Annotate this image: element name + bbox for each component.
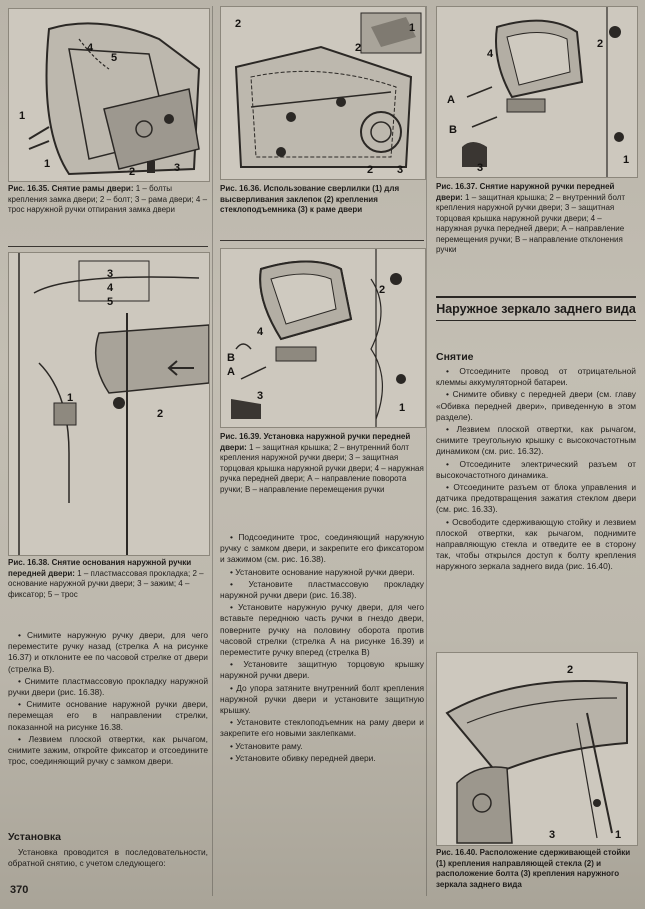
callout-5: 5 [111,52,118,64]
step: • Лезвием плоской отвертки, как рычагом, снимите зажим, откройте фиксатор и отсоедините трос, соединяющий ручку с замком двери. [8,733,208,767]
section-title-mirror: Наружное зеркало заднего вида [436,296,636,321]
callout-4: 4 [257,326,264,338]
caption-16-35: Рис. 16.35. Снятие рамы двери: 1 – болты крепления замка двери; 2 – болт; 3 – рама двери; 4 – трос наружной ручки отпирания замка двери [8,184,208,214]
divider [8,246,208,247]
callout-4: 4 [487,48,494,60]
step: • Установите основание наружной ручки двери. [230,566,415,577]
step: • Снимите наружную ручку двери, для чего переместите ручку назад (стрелка А на рисунке 16.37) и отклоните ее по часовой стрелке от двери (стрелка В). [8,630,208,674]
callout-3: 3 [257,390,264,402]
callout-3: 3 [397,164,404,176]
page-number: 370 [10,884,29,896]
divider [220,240,424,241]
callout-1b: 1 [44,158,51,170]
figure-16-35 [8,8,210,182]
figure-16-39 [220,248,426,428]
step: • Подсоедините трос, соединяющий наружную ручку с замком двери, и закрепите его фиксатором и зажимом (см. рис. 16.38). [220,532,424,565]
column-right [430,0,645,909]
column-left [0,0,212,909]
figure-16-38 [8,252,210,556]
step: • Установите пластмассовую прокладку наружной ручки двери (рис. 16.38). [220,578,424,601]
caption-16-37: Рис. 16.37. Снятие наружной ручки передней двери: 1 – защитная крышка; 2 – внутренний болт крепления наружной ручки двери; 3 – защитная торцовая крышка наружной ручки двери; 4 – наружная ручка передней двери; А – направление перемещения ручки; В – направление отклонения ручки [436,182,626,254]
callout-3: 3 [549,829,556,841]
caption-16-38: Рис. 16.38. Снятие основания наружной ручки передней двери: 1 – пластмассовая прокладка; 2 – основание наружной ручки двери; 3 – зажим; 4 – фиксатор; 5 – трос [8,558,204,599]
step: • Лезвием плоской отвертки, как рычагом, снимите треугольную крышку с высокочастотным динамиком (см. рис. 16.32). [436,424,636,457]
step: • Установите раму. [230,740,303,751]
callout-1: 1 [67,392,74,404]
mirror-removal-steps [436,366,636,574]
step: • Установите защитную торцовую крышку наружной ручки двери. [220,659,424,681]
callout-2: 2 [379,284,386,296]
window-regulator-illustration [221,7,425,179]
handle-removal-illustration [437,7,637,177]
handle-base-illustration [9,253,209,555]
callout-1: 1 [19,110,26,122]
callout-2b: 2 [355,42,362,54]
callout-1: 1 [623,154,630,166]
installation-intro: Установка проводится в последовательности, обратной снятию, с учетом следующего: [8,847,208,869]
handle-install-illustration [221,249,425,427]
callout-2: 2 [567,664,574,676]
installation-steps [220,532,424,765]
caption-16-40: Рис. 16.40. Расположение сдерживающей стойки (1) крепления направляющей стекла (2) и расположение болта (3) крепления наружного зеркала заднего вида [436,848,631,889]
label-A: A [227,366,235,378]
callout-2: 2 [157,408,164,420]
door-frame-illustration [9,9,209,181]
callout-1: 1 [409,22,416,34]
callout-4: 4 [107,282,114,294]
step: • Освободите сдерживающую стойку и лезвием плоской отвертки, как рычагом, поднимите направляющую стекла и отведите ее в сторону так, чтобы открылся доступ к болту крепления наружного зеркала заднего вида (рис. 16.40). [436,516,636,572]
label-B: B [227,352,235,364]
column-gutter [212,6,213,896]
callout-5: 5 [107,296,114,308]
callout-2: 2 [597,38,604,50]
figure-16-40 [436,652,638,846]
step: • Снимите пластмассовую прокладку наружной ручки двери (рис. 16.38). [8,675,208,698]
removal-steps-continued [8,630,208,768]
step: • Снимите обивку с передней двери (см. главу «Обивка передней двери», приведенную в этом разделе). [436,389,636,422]
callout-4: 4 [87,42,94,54]
label-B: B [449,124,457,136]
column-middle [214,0,424,909]
section-heading-installation: Установка [8,831,61,843]
section-heading-removal: Снятие [436,351,474,363]
callout-2: 2 [129,166,136,178]
step: • Отсоедините электрический разъем от высокочастотного динамика. [436,458,636,480]
callout-3: 3 [477,162,484,174]
step: • До упора затяните внутренний болт крепления наружной ручки двери и установите защитную крышку. [220,682,424,716]
step: • Установите наружную ручку двери, для чего вставьте переднюю часть ручки в гнездо двери, поверните ручку на половину оборота против часовой стрелки (стрелка А на рисунке 16.39) и переместите ручку вперед (стрелка В) [220,602,424,658]
callout-2c: 2 [367,164,374,176]
column-gutter [426,6,427,896]
mirror-mount-illustration [437,653,637,845]
callout-3: 3 [174,162,181,174]
callout-1: 1 [399,402,406,414]
caption-16-39: Рис. 16.39. Установка наружной ручки передней двери: 1 – защитная крышка; 2 – внутренний болт крепления наружной ручки двери; 3 – защитная торцовая крышка наружной ручки двери; 4 – наружная ручка передней двери; А – направление поворота ручки; В – направление перемещения ручки [220,432,424,494]
caption-16-36: Рис. 16.36. Использование сверлилки (1) для высверливания заклепок (2) крепления стеклоподъемника (3) к раме двери [220,184,400,214]
step: • Отсоедините провод от отрицательной клеммы аккумуляторной батареи. [436,366,636,388]
callout-1: 1 [615,829,622,841]
label-A: A [447,94,455,106]
callout-3: 3 [107,268,114,280]
step: • Отсоедините разъем от блока управления и датчика предотвращения зажатия стеклом двери (см. рис. 16.33). [436,482,636,515]
figure-16-36 [220,6,426,180]
step: • Установите обивку передней двери. [230,752,376,763]
step: • Установите стеклоподъемник на раму двери и закрепите его новыми заклепками. [220,717,424,739]
figure-16-37 [436,6,638,178]
callout-2: 2 [235,18,242,30]
step: • Снимите основание наружной ручки двери, перемещая его в направлении стрелки, показанной на рисунке 16.38. [8,699,208,732]
